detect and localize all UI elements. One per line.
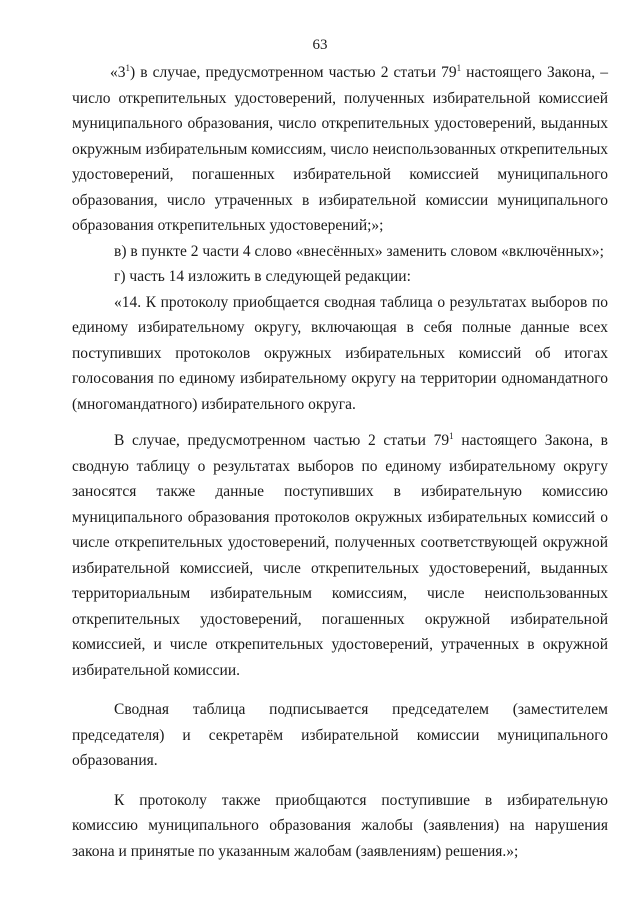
paragraph-item-g: г) часть 14 изложить в следующей редакции: [114,268,411,285]
paragraph-text-start: В случае, предусмотренном частью 2 статьи 79 [114,432,450,449]
page-number: 63 [312,37,328,53]
paragraph-complaints: К протоколу также приобщаются поступившие в избирательную комиссию муниципального образования жалобы (заявления) на нарушения закона и принятые по указанным жалобам (заявлениям) решения.»; [72,791,608,860]
superscript: 1 [449,431,454,441]
paragraph-special-case [72,428,608,683]
paragraph-item-v: в) в пункте 2 части 4 слово «внесённых» заменить словом «включённых»; [114,242,604,260]
spacer [72,683,608,697]
spacer [72,774,608,788]
superscript: 1 [125,63,130,73]
superscript: 1 [456,63,462,73]
spacer [72,417,608,428]
paragraph-text-end: настоящего Закона, – число открепительных удостоверений, полученных избирательной комиссией муниципального образования, число открепительных удостоверений, выданных окружным избирательным комиссиям, число неиспользованных открепительных удостоверений, погашенных избирательной комиссией муниципального образования, число утраченных в избирательной комиссии муниципального образования открепительных удостоверений;»; [72,64,609,234]
paragraph-text-middle: ) в случае, предусмотренном частью 2 статьи 79 [130,64,457,81]
paragraph-text-end: настоящего Закона, в сводную таблицу о результатах выборов по единому избирательному округу заносятся также данные поступивших в избирательную комиссию муниципального образования протоколов окружных избирательных комиссий о числе открепительных удостоверений, полученных соответствующей окружной избирательной комиссией, числе открепительных удостоверений, выданных территориальным избирательным комиссиям, числе неиспользованных открепительных удостоверений, погашенных окружной избирательной комиссией, и числе открепительных удостоверений, утраченных в окружной избирательной комиссии. [72,432,608,679]
paragraph-part-14: «14. К протоколу приобщается сводная таблица о результатах выборов по единому избирательному округу, включающая в себя полные данные всех поступивших протоколов окружных избирательных комиссий об итогах голосования по единому избирательному округу на территории одномандатного (многомандатного) избирательного округа. [72,293,608,413]
paragraph-text-start: «3 [110,64,126,81]
document-body [72,60,608,864]
paragraph-signature: Сводная таблица подписывается председателем (заместителем председателя) и секретарём избирательной комиссии муниципального образования. [72,701,608,769]
paragraph-item-3-1 [72,60,608,239]
